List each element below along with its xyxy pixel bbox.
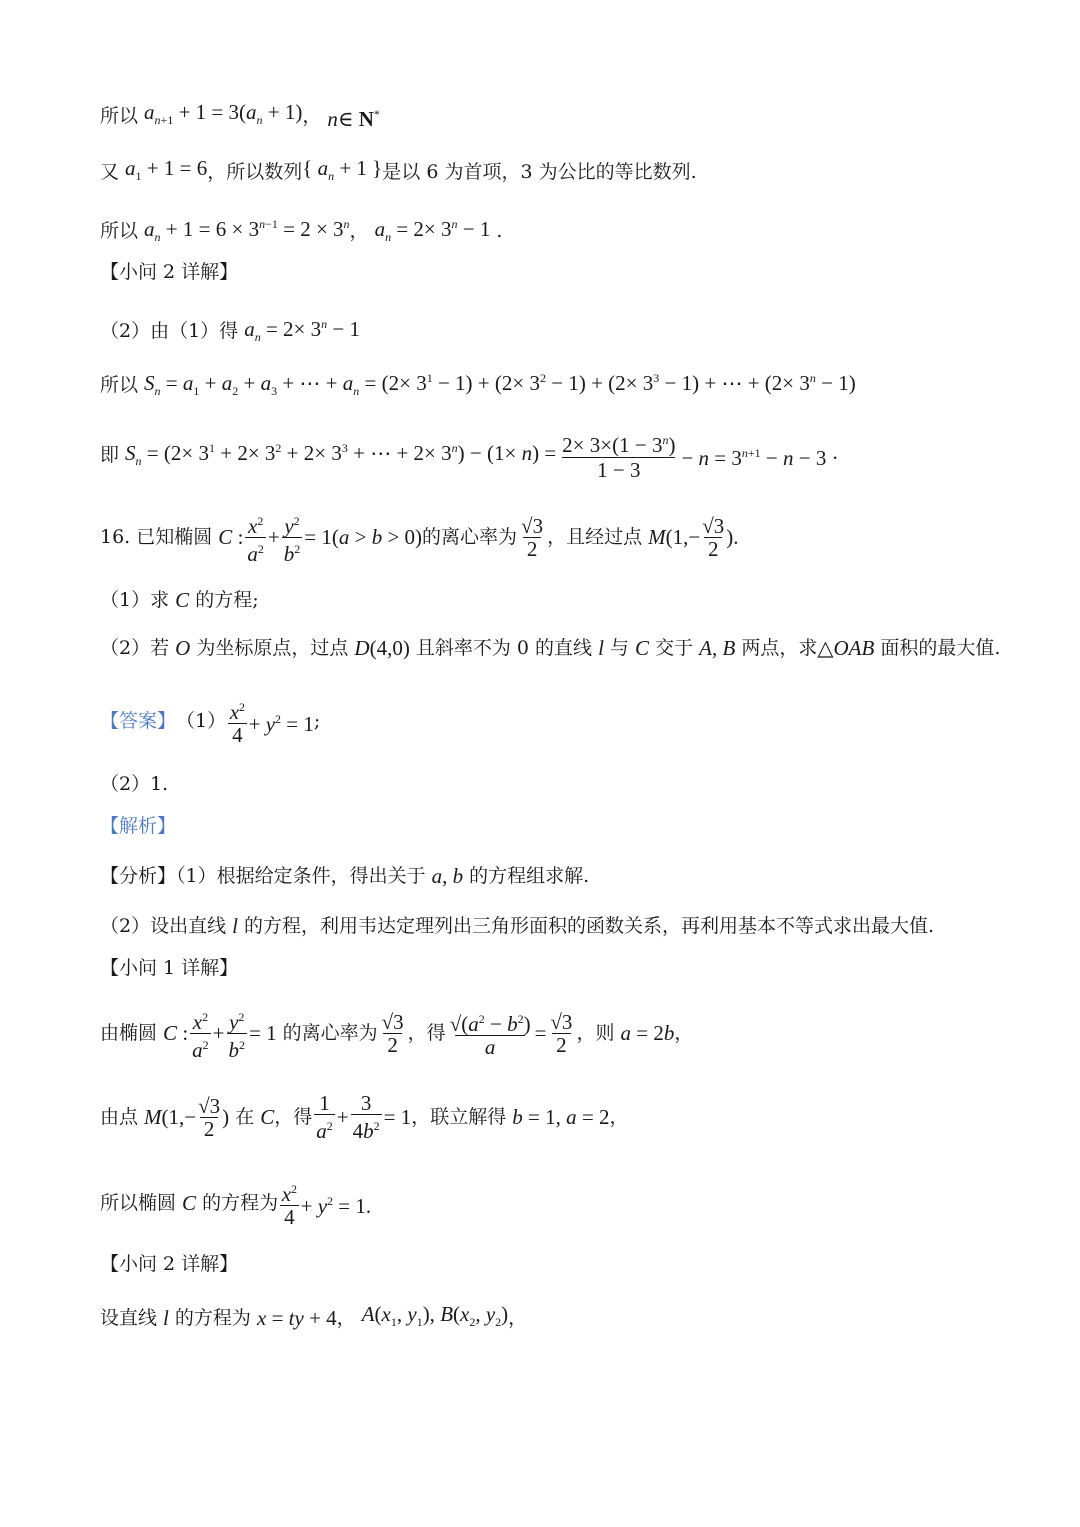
- text-line: 所以椭圆 C 的方程为 $x^2$ 4 + $y^2 = 1$.: [100, 1182, 372, 1229]
- problem-16: 16. 已知椭圆 C : $x^2$ $a^2$ + $\frac{y^2}{b^2}$ = 1(a > b > 0) 的离心率为 √3 2 ，且经过点 M(1,− $\frac{√3}{2}$ ).: [100, 513, 739, 566]
- text-line: （1）求 C 的方程;: [100, 588, 259, 612]
- text-line: 由点 M(1,− $\frac{√3}{2}$ ) 在 C ，得 1 $a^2$ + $\frac{3}{4b^2}$ = 1 ，联立解得 b = 1, a = 2 ，: [100, 1091, 629, 1143]
- text-line: 所以 $a_{n+1} + 1 = 3(a_n + 1)$ ， n∈ N*: [100, 100, 380, 131]
- text-line: 所以 $S_n = a_1 + a_2 + a_3$ + ⋯ + $a_n = (2\times 3^1 - 1) + (2\times 3^2 - 1) + (2\times 3^3 - 1)$ + ⋯ + $(2\times 3^n - 1)$: [100, 371, 856, 399]
- text-line: （2）设出直线 l 的方程，利用韦达定理列出三角形面积的函数关系，再利用基本不等式求出最大值.: [100, 914, 935, 938]
- text-line: 【分析】（1）根据给定条件，得出关于 a, b 的方程组求解.: [100, 864, 590, 888]
- text-line: （2）1.: [100, 773, 169, 795]
- section-heading: 【小问 2 详解】: [100, 261, 239, 283]
- answer-label: 【答案】: [100, 710, 177, 732]
- section-heading: 【小问 2 详解】: [100, 1253, 239, 1275]
- text-line: （2）若 O 为坐标原点，过点 D(4,0) 且斜率不为 0 的直线 l 与 C 交于 A, B 两点，求 △OAB 面积的最大值.: [100, 636, 1001, 660]
- text-line: 即 $S_n = (2\times 3^1 + 2\times 3^2 + 2\times 3^3$ + ⋯ + $2\times 3^n) - (1\times n)$ = $\frac{2\times 3\times(1 - 3^n)}{1 - 3}$ − $n = 3^{n+1} - n - 3$ ·: [100, 433, 839, 482]
- text-line: （2）由（1）得 $a_n = 2\times 3^n - 1$: [100, 317, 360, 345]
- analysis-heading: 【解析】: [100, 815, 177, 837]
- section-heading: 【小问 1 详解】: [100, 957, 239, 979]
- text-line: 由椭圆 C : $x^2$ $a^2$ + $\frac{y^2}{b^2}$ = 1 的离心率为 √3 2 ，得 $\frac{√(a^2 - b^2)}{a}$ = $\frac{√3}{2}$ ，则 a = 2b ，: [100, 1009, 694, 1062]
- text-line: 所以 $a_n + 1 = 6 \times 3^{n-1} = 2 \times 3^n$ ， $a_n = 2\times 3^n - 1$ .: [100, 217, 503, 245]
- answer-line: 【答案】 （1） $x^2$ 4 + $y^2 = 1$ ;: [100, 700, 321, 747]
- text-line: 又 $a_1 + 1 = 6$ ，所以数列 { $a_n + 1$ } 是以 6 为首项，3 为公比的等比数列.: [100, 156, 697, 184]
- text-line: 设直线 l 的方程为 x = ty + 4 ， $A(x_1$, $y_1$), $B(x_2$, $y_2$) ，: [100, 1302, 528, 1331]
